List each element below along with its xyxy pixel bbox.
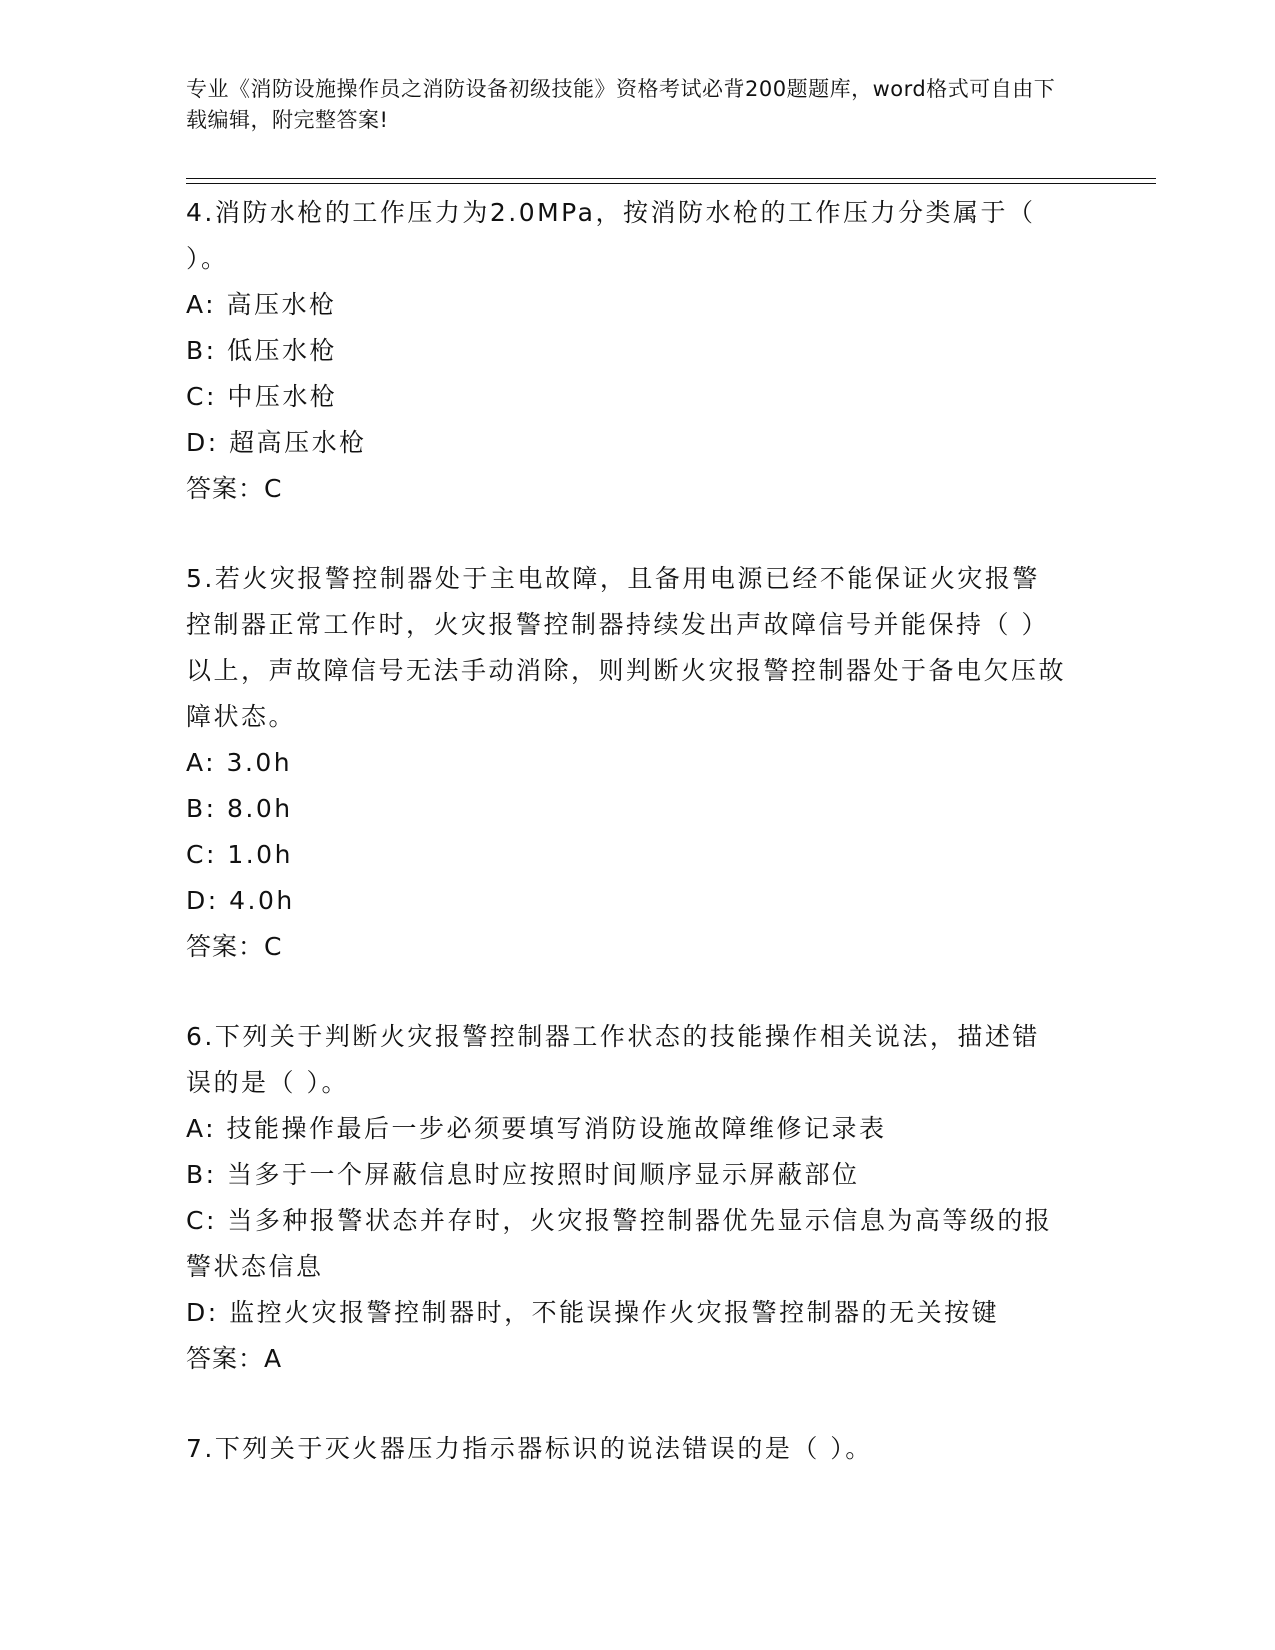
option-b: B: 当多于一个屏蔽信息时应按照时间顺序显示屏蔽部位 xyxy=(186,1160,860,1189)
option-a: A: 高压水枪 xyxy=(186,290,337,319)
option-d: D: 监控火灾报警控制器时，不能误操作火灾报警控制器的无关按键 xyxy=(186,1298,1000,1327)
question-7 xyxy=(186,1426,1066,1472)
question-6 xyxy=(186,1014,1066,1382)
answer-label: 答案：C xyxy=(186,474,283,503)
question-5 xyxy=(186,556,1066,970)
header-title: 专业《消防设施操作员之消防设备初级技能》资格考试必背200题题库，word格式可自由下载编辑，附完整答案! xyxy=(186,77,1056,132)
document-header xyxy=(186,74,1066,136)
question-4 xyxy=(186,190,1066,512)
option-a: A: 技能操作最后一步必须要填写消防设施故障维修记录表 xyxy=(186,1114,887,1143)
option-c: C: 1.0h xyxy=(186,840,293,869)
question-list xyxy=(186,190,1066,1472)
question-text: 6.下列关于判断火灾报警控制器工作状态的技能操作相关说法，描述错误的是（ ）。 xyxy=(186,1022,1040,1097)
option-c: C: 当多种报警状态并存时，火灾报警控制器优先显示信息为高等级的报警状态信息 xyxy=(186,1206,1053,1281)
header-divider-bottom xyxy=(186,183,1156,184)
option-d: D: 4.0h xyxy=(186,886,295,915)
option-a: A: 3.0h xyxy=(186,748,293,777)
option-b: B: 8.0h xyxy=(186,794,293,823)
question-text: 4.消防水枪的工作压力为2.0MPa，按消防水枪的工作压力分类属于（ ）。 xyxy=(186,198,1036,273)
option-b: B: 低压水枪 xyxy=(186,336,338,365)
header-divider-top xyxy=(186,178,1156,179)
question-text: 7.下列关于灭火器压力指示器标识的说法错误的是（ ）。 xyxy=(186,1434,873,1463)
answer-label: 答案：A xyxy=(186,1344,283,1373)
option-c: C: 中压水枪 xyxy=(186,382,338,411)
answer-label: 答案：C xyxy=(186,932,283,961)
question-text: 5.若火灾报警控制器处于主电故障，且备用电源已经不能保证火灾报警控制器正常工作时，火灾报警控制器持续发出声故障信号并能保持（ ）以上，声故障信号无法手动消除，则判断火灾报警控制器处于备电欠压故障状态。 xyxy=(186,564,1067,731)
option-d: D: 超高压水枪 xyxy=(186,428,367,457)
